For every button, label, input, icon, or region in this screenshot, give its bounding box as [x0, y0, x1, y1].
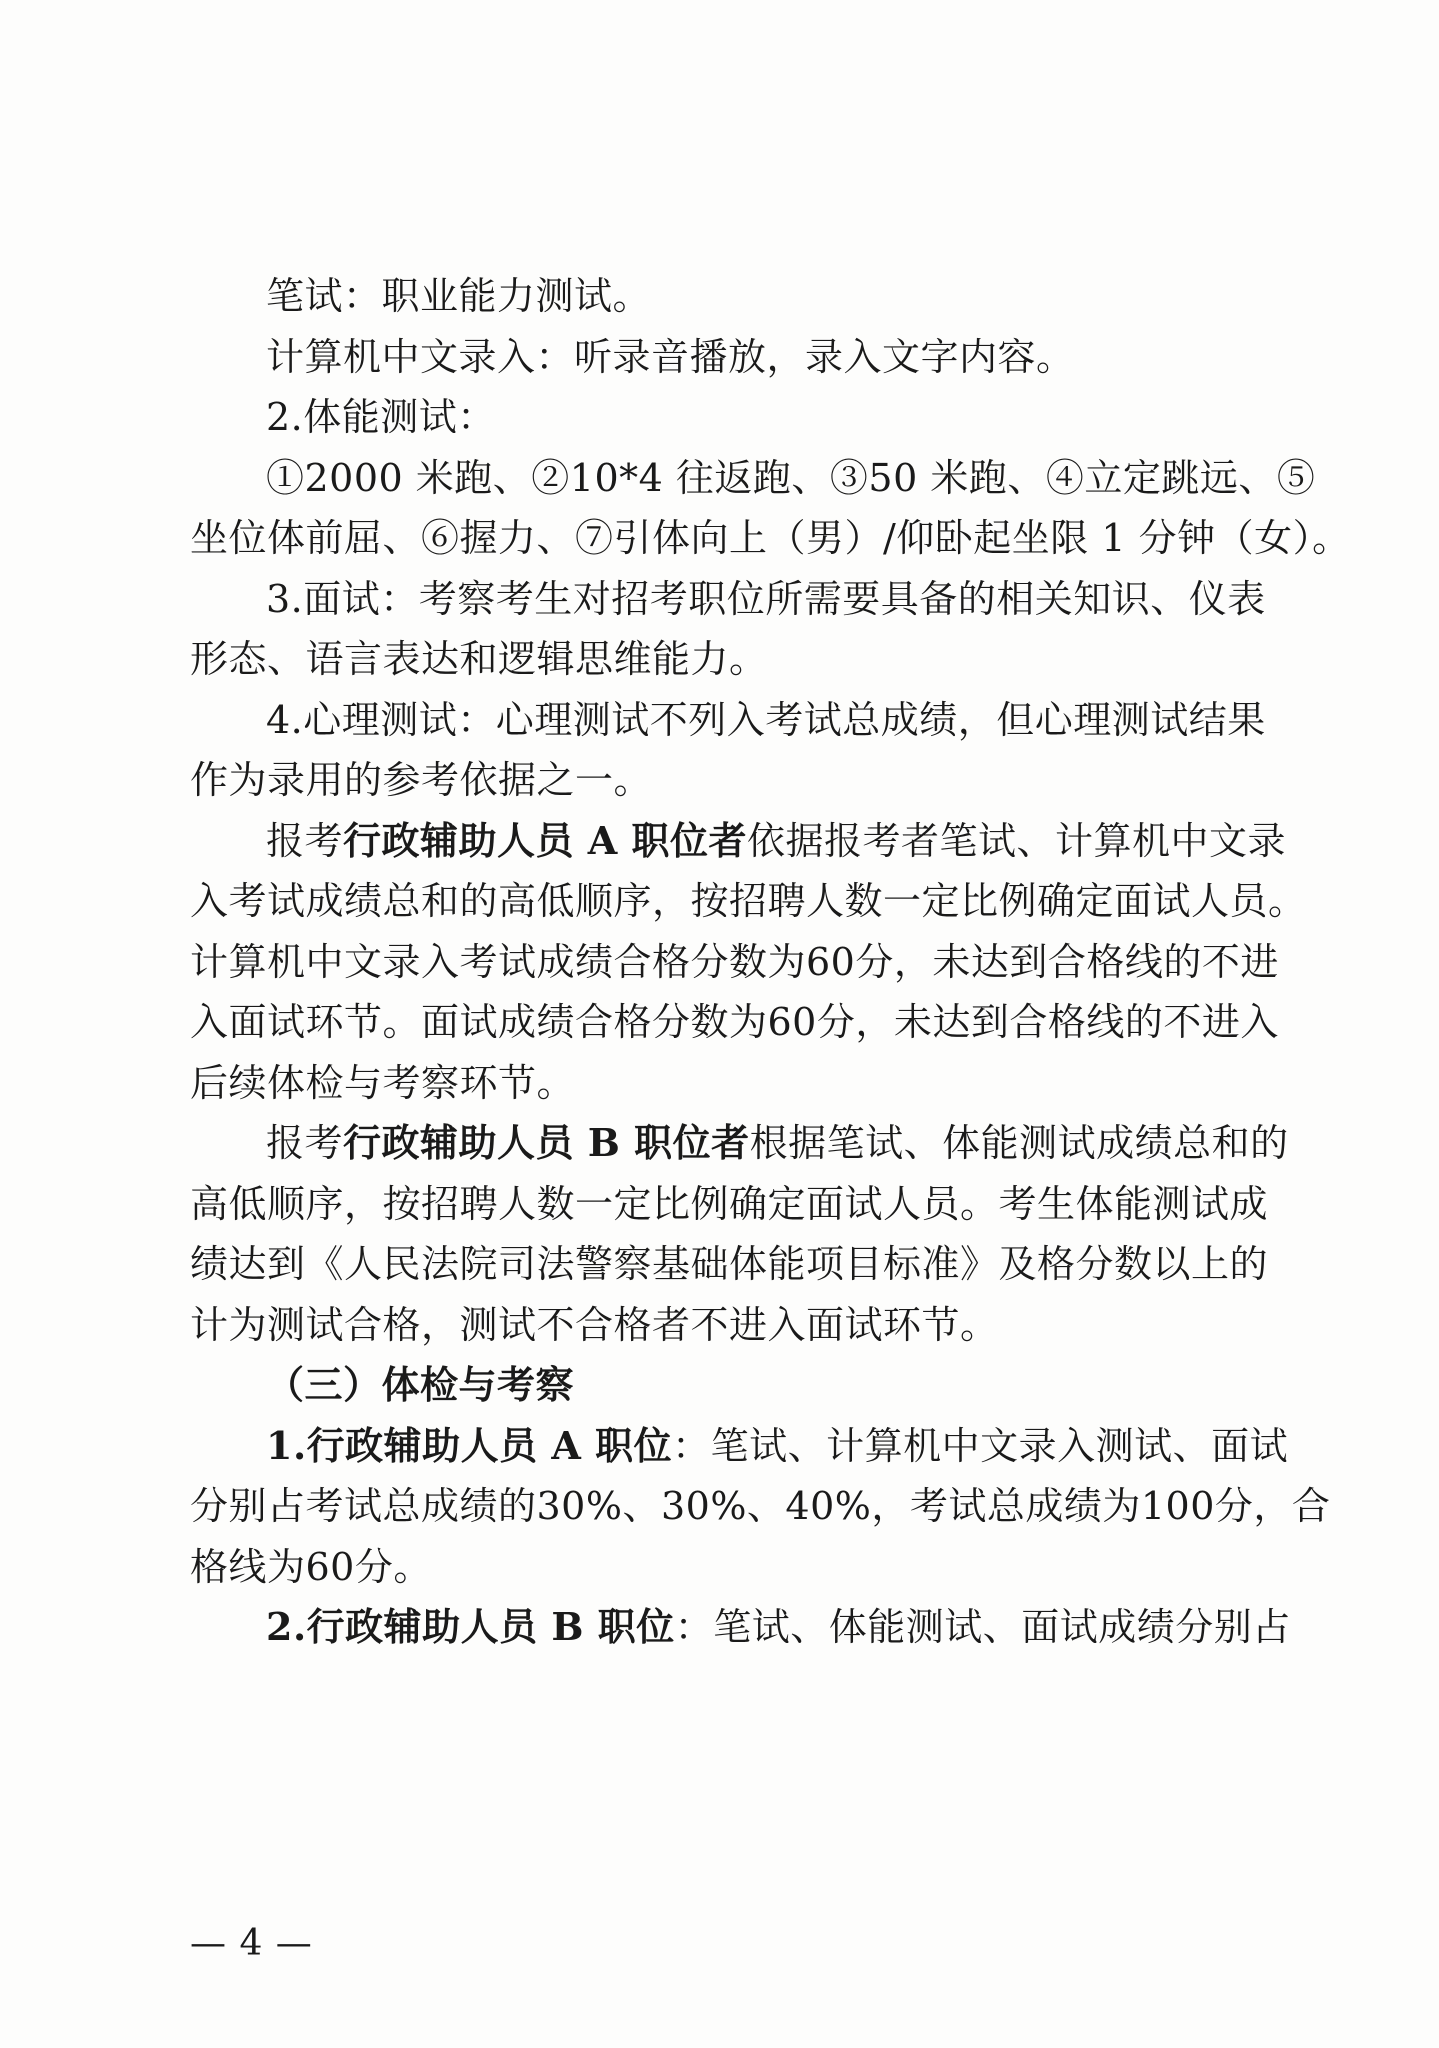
text-line: 坐位体前屈、⑥握力、⑦引体向上（男）/仰卧起坐限 1 分钟（女）。 — [190, 516, 1351, 560]
text-line: 计算机中文录入考试成绩合格分数为60分，未达到合格线的不进 — [190, 939, 1279, 984]
bold-term: 行政辅助人员 A 职位者 — [343, 817, 747, 863]
text-span: 根据笔试、体能测试成绩总和的 — [749, 1121, 1289, 1165]
text-line: 2.体能测试： — [266, 395, 496, 439]
text-line: 笔试：职业能力测试。 — [266, 274, 652, 318]
section-heading — [190, 1355, 1262, 1416]
text-line: 形态、语言表达和逻辑思维能力。 — [190, 637, 768, 681]
text-span: 依据报考者笔试、计算机中文录 — [746, 818, 1286, 863]
text-line: 计算机中文录入：听录音播放，录入文字内容。 — [266, 334, 1075, 379]
text-line: 3.面试：考察考生对招考职位所需要具备的相关知识、仪表 — [266, 576, 1266, 621]
text-line: 格线为60分。 — [190, 1544, 432, 1589]
text-span: ：笔试、体能测试、面试成绩分别占 — [674, 1605, 1291, 1649]
section-heading-text: （三）体检与考察 — [266, 1362, 575, 1407]
text-line: ①2000 米跑、②10*4 往返跑、③50 米跑、④立定跳远、⑤ — [266, 455, 1316, 500]
bold-term: 1.行政辅助人员 A 职位 — [266, 1422, 673, 1468]
text-line: 高低顺序，按招聘人数一定比例确定面试人员。考生体能测试成 — [190, 1181, 1269, 1226]
paragraph-first-line — [190, 811, 1286, 872]
text-span: ：笔试、计算机中文录入测试、面试 — [672, 1423, 1289, 1468]
bold-term: 2.行政辅助人员 B 职位 — [266, 1604, 675, 1649]
paragraph-first-line — [190, 1113, 1289, 1174]
paragraph-first-line — [190, 1416, 1289, 1477]
text-line: 计为测试合格，测试不合格者不进入面试环节。 — [190, 1302, 999, 1347]
text-line: 作为录用的参考依据之一。 — [190, 758, 653, 802]
bold-term: 行政辅助人员 B 职位者 — [343, 1120, 750, 1165]
text-line: 绩达到《人民法院司法警察基础体能项目标准》及格分数以上的 — [190, 1242, 1269, 1286]
text-span: 报考 — [266, 818, 344, 863]
text-line: 后续体检与考察环节。 — [190, 1060, 576, 1105]
text-line: 入面试环节。面试成绩合格分数为60分，未达到合格线的不进入 — [190, 1000, 1279, 1044]
text-span: 报考 — [266, 1121, 344, 1165]
paragraph-first-line — [190, 1597, 1291, 1658]
text-line: 分别占考试总成绩的30%、30%、40%，考试总成绩为100分，合 — [190, 1484, 1331, 1528]
page-number: — 4 — — [190, 1923, 313, 1964]
document-body — [190, 266, 1351, 1658]
text-line: 入考试成绩总和的高低顺序，按招聘人数一定比例确定面试人员。 — [190, 879, 1307, 923]
text-line: 4.心理测试：心理测试不列入考试总成绩，但心理测试结果 — [266, 697, 1266, 742]
